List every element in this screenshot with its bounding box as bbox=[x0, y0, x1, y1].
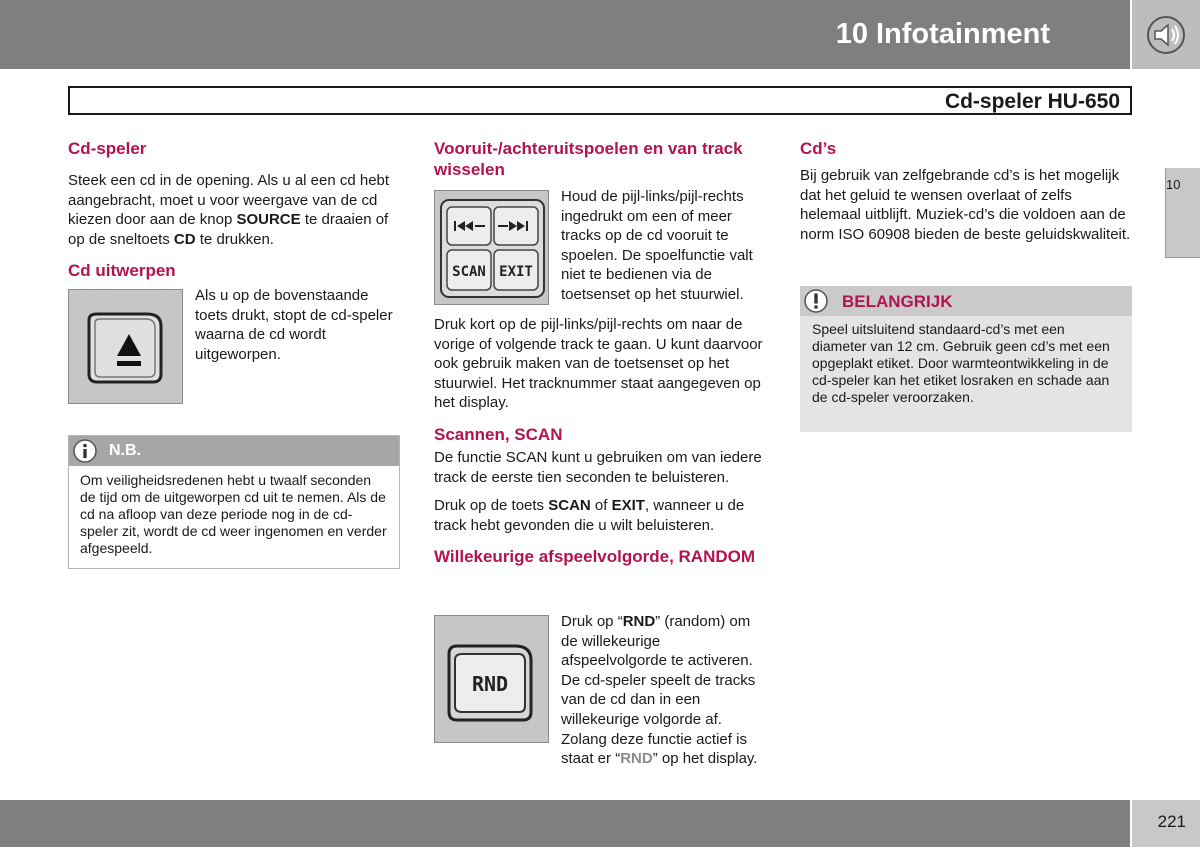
scan-heading: Scannen, SCAN bbox=[434, 424, 563, 444]
cd-speler-heading: Cd-speler bbox=[68, 139, 147, 158]
scan-paragraph: De functie SCAN kunt u gebruiken om van iedere track de eerste tien seconden te beluisteren. bbox=[434, 448, 762, 486]
important-warning-text: Speel uitsluitend standaard-cd’s met een diameter van 12 cm. Gebruik geen cd’s met een opgeplakt etiket. Door warmteontwikkeling in de cd-speler kan het etiket losraken en schade aan de cd-speler veroorzaken. bbox=[812, 321, 1110, 405]
nb-note-header bbox=[69, 436, 399, 466]
warning-icon bbox=[804, 289, 828, 313]
speaker-icon-box bbox=[1132, 0, 1200, 69]
nb-note-text: Om veiligheidsredenen hebt u twaalf seconden de tijd om de uitgeworpen cd uit te nemen. Als de cd na afloop van deze periode nog in de cd-speler zit, wordt de cd weer ingenomen en verder afgespeeld. bbox=[80, 472, 387, 556]
random-heading: Willekeurige afspeelvolgorde, RANDOM bbox=[434, 547, 756, 567]
info-icon bbox=[73, 439, 97, 463]
eject-button-figure bbox=[68, 289, 183, 404]
important-warning-header bbox=[800, 286, 1132, 316]
column-3 bbox=[800, 138, 1132, 244]
exit-key-label: EXIT bbox=[499, 264, 533, 280]
cds-paragraph: Bij gebruik van zelfgebrande cd’s is het mogelijk dat het geluid te wensen overlaat of zelfs helemaal uitblijft. Muziek-cd’s die voldoen aan de norm ISO 60908 bieden de beste geluidskwaliteit. bbox=[800, 167, 1131, 243]
keypad-figure bbox=[434, 190, 549, 305]
seek-paragraph: Houd de pijl-links/pijl-rechts ingedrukt om een of meer tracks op de cd vooruit te spoelen. De spoelfunctie valt niet te bedienen via de toetsenset op het stuurwiel. bbox=[561, 188, 753, 303]
eject-icon bbox=[69, 290, 182, 403]
random-paragraph: Druk op “RND” (random) om de willekeurige afspeelvolgorde te activeren. De cd-speler speelt de tracks van de cd dan in een willekeurige volgorde af. Zolang deze functie actief is staat er “RND” op het display. bbox=[561, 613, 758, 768]
rnd-button-illustration bbox=[435, 616, 548, 742]
page-number-box bbox=[1132, 800, 1200, 847]
track-paragraph: Druk kort op de pijl-links/pijl-rechts om naar de vorige of volgende track te gaan. U kunt daarvoor ook gebruik maken van de toetsenset op het stuurwiel. Het tracknummer staat aangegeven op het display. bbox=[434, 316, 763, 412]
chapter-side-tab-label: 10 bbox=[1166, 177, 1181, 192]
speaker-icon bbox=[1145, 15, 1187, 55]
keypad-illustration bbox=[435, 191, 548, 304]
rnd-button-figure bbox=[434, 615, 549, 743]
column-1 bbox=[68, 138, 400, 281]
footer-bar bbox=[0, 800, 1130, 847]
section-title: Cd-speler HU-650 bbox=[944, 90, 1120, 113]
cd-speler-paragraph: Steek een cd in de opening. Als u al een cd hebt aangebracht, moet u voor weergave van de cd kiezen door aan de knop SOURCE te draaien of op de sneltoets CD te drukken. bbox=[68, 172, 390, 248]
seek-heading: Vooruit-/achteruitspoelen en van track wisselen bbox=[434, 139, 743, 179]
rnd-key-label: RND bbox=[471, 672, 509, 696]
page-number: 221 bbox=[1157, 812, 1186, 831]
column-2-lower bbox=[434, 315, 768, 567]
header-bar bbox=[0, 0, 1130, 69]
eject-paragraph: Als u op de bovenstaande toets drukt, stopt de cd-speler waarna de cd wordt uitgeworpen. bbox=[195, 287, 393, 363]
scan-key-label: SCAN bbox=[452, 264, 486, 280]
important-warning-label: BELANGRIJK bbox=[842, 292, 953, 311]
important-warning-box bbox=[800, 286, 1132, 432]
chapter-title: 10 Infotainment bbox=[835, 18, 1050, 50]
section-title-bar bbox=[68, 86, 1132, 115]
chapter-side-tab bbox=[1165, 168, 1200, 258]
cds-heading: Cd’s bbox=[800, 139, 837, 158]
column-2 bbox=[434, 138, 768, 180]
cd-uitwerpen-heading: Cd uitwerpen bbox=[68, 261, 176, 281]
scan-press-paragraph: Druk op de toets SCAN of EXIT, wanneer u de track hebt gevonden die u wilt beluisteren. bbox=[434, 497, 745, 534]
nb-note-label: N.B. bbox=[109, 442, 141, 459]
nb-note-box bbox=[68, 435, 400, 569]
